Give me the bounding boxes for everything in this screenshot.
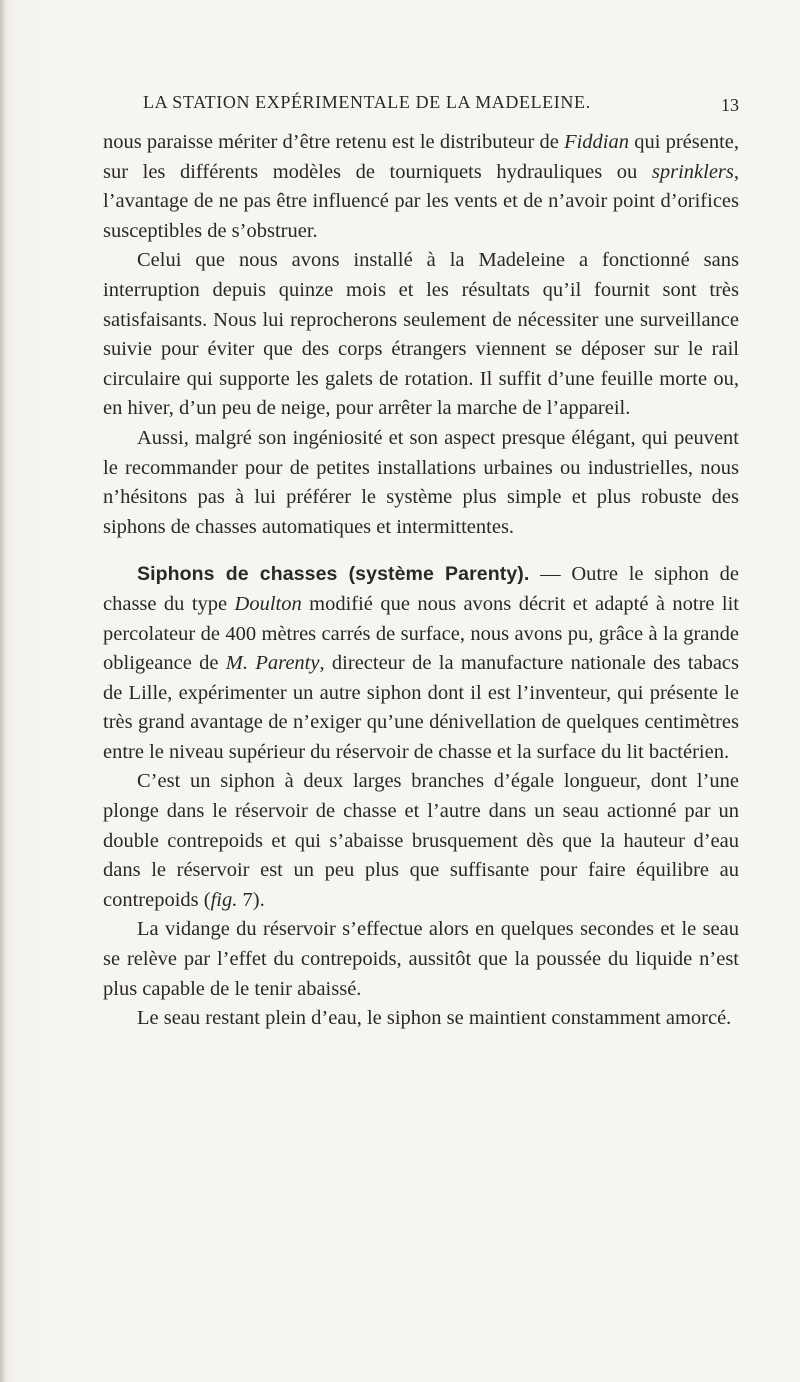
paragraph-5: C’est un siphon à deux larges branches d’égale longueur, dont l’une plonge dans le réservoir de chasse et l’autre dans un seau actionné par un double contrepoids et qui s’abaisse brusquement dès que la hauteur d’eau dans le réservoir est un peu plus que suffisante pour faire équilibre au contrepoids (fig. 7).	[103, 770, 739, 911]
italic-m-parenty: M. Parenty	[225, 652, 320, 675]
page-edge	[0, 0, 6, 1382]
paragraph-6: La vidange du réservoir s’effectue alors en quelques secondes et le seau se relève par l’effet du contrepoids, aussitôt que la poussée du liquide n’est plus capable de le tenir abaissé.	[103, 918, 739, 1000]
running-header: LA STATION EXPÉRIMENTALE DE LA MADELEINE.	[143, 92, 591, 112]
paragraph-7: Le seau restant plein d’eau, le siphon se maintient constamment amorcé.	[137, 1007, 732, 1030]
section-heading: Siphons de chasses (système Parenty).	[137, 563, 530, 586]
italic-sprinklers: sprinklers	[651, 160, 734, 183]
paragraph-1: nous paraisse mériter d’être retenu est le distributeur de Fiddian qui présente, sur les différents modèles de tourniquets hydrauliques ou sprinklers, l’avantage de ne pas être influencé par les vents et de n’avoir point d’orifices susceptibles de s’obstruer.	[103, 131, 739, 242]
paragraph-4: Siphons de chasses (système Parenty). — Outre le siphon de chasse du type Doulton modifié que nous avons décrit et adapté à notre lit percolateur de 400 mètres carrés de surface, nous avons pu, grâce à la grande obligeance de M. Parenty, directeur de la manufacture nationale des tabacs de Lille, expérimenter un autre siphon dont il est l’inventeur, qui présente le très grand avantage de n’exiger qu’une dénivellation de quelques centimètres entre le niveau supérieur du réservoir de chasse et la surface du lit bactérien.	[103, 563, 739, 763]
paragraph-2: Celui que nous avons installé à la Madeleine a fonctionné sans interruption depuis quinze mois et les résultats qu’il fournit sont très satisfaisants. Nous lui reprocherons seulement de nécessiter une surveillance suivie pour éviter que des corps étrangers viennent se déposer sur le rail circulaire qui supporte les galets de rotation. Il suffit d’une feuille morte ou, en hiver, d’un peu de neige, pour arrêter la marche de l’appareil.	[103, 249, 739, 420]
paragraph-3: Aussi, malgré son ingéniosité et son aspect presque élégant, qui peuvent le recommander pour de petites installations urbaines ou industrielles, nous n’hésitons pas à lui préférer le système plus simple et plus robuste des siphons de chasses automatiques et intermittentes.	[103, 426, 739, 538]
italic-doulton: Doulton	[234, 592, 302, 615]
page-number: 13	[721, 95, 739, 115]
body-text	[103, 128, 739, 1034]
italic-fiddian: Fiddian	[564, 131, 629, 153]
italic-fig: fig.	[210, 888, 238, 911]
